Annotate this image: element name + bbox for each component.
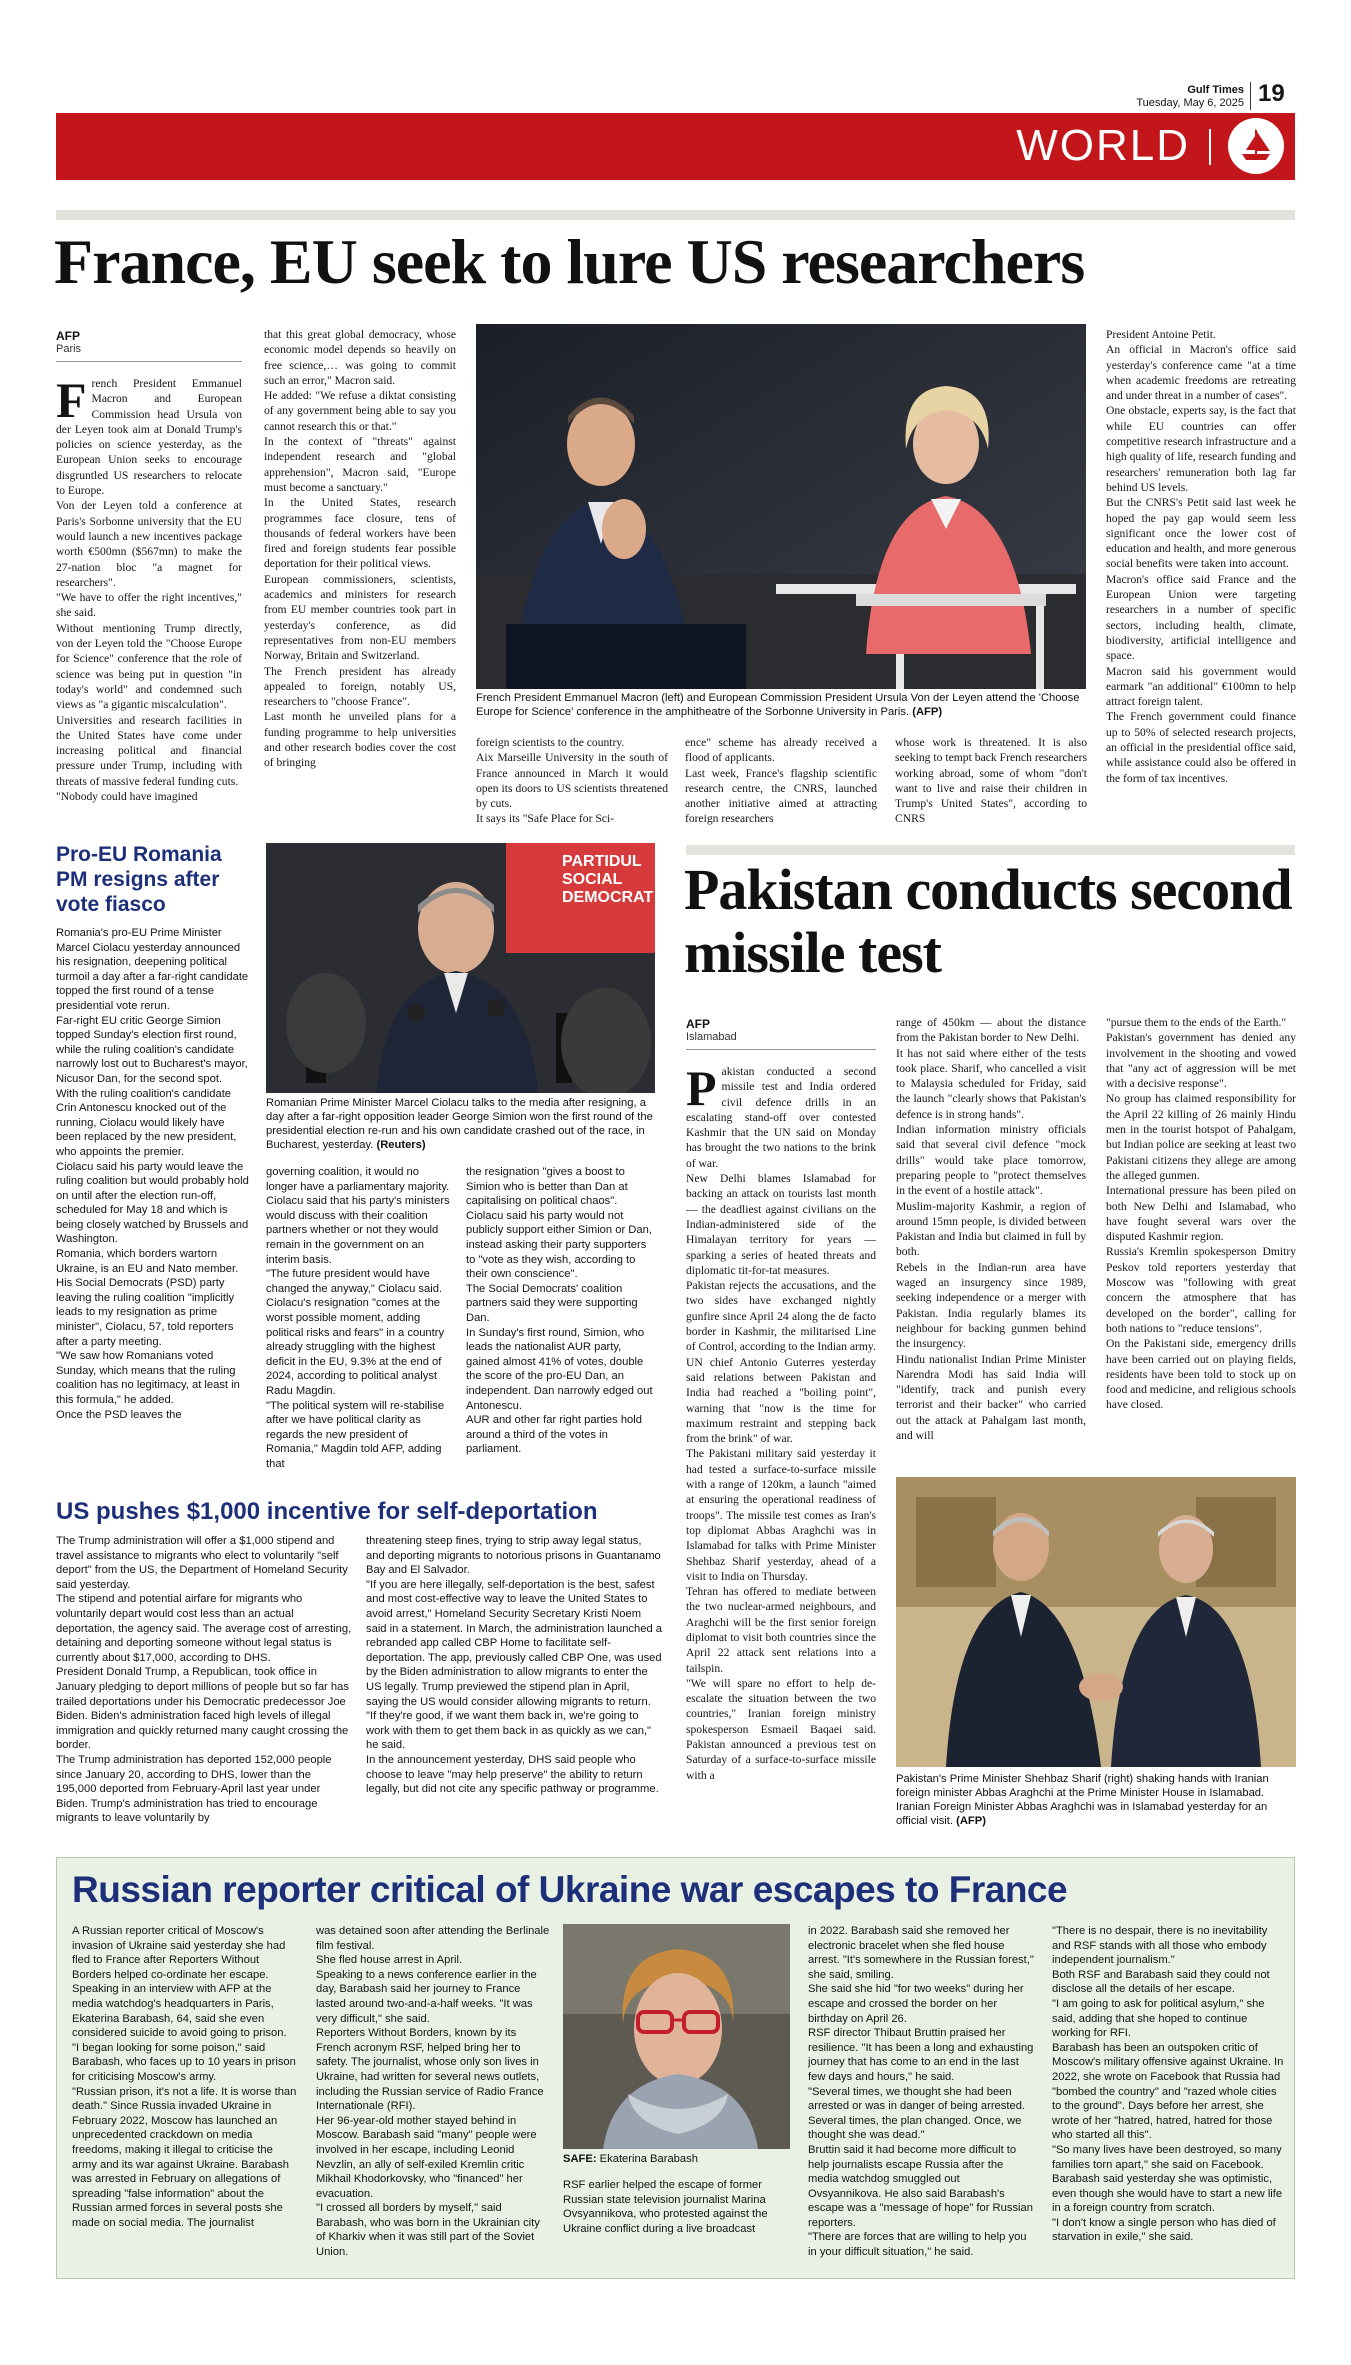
masthead-date: Tuesday, May 6, 2025	[1136, 97, 1244, 109]
pakistan-caption-text: Pakistan's Prime Minister Shehbaz Sharif (right) shaking hands with Iranian foreign minister Abbas Araghchi at the Prime Minister House in Islamabad. Iranian Foreign Minister Abbas Araghchi was in Islamabad yesterday for an official visit.	[896, 1773, 1269, 1827]
russia-col4-p2: She said she hid "for two weeks" during her escape and crossed the border on her birthday on April 26.	[808, 1983, 1024, 2025]
russia-col4-p4: "Several times, we thought she had been arrested or was in danger of being arrested. Several times, the plan changed. Once, we thought she was dead."	[808, 2085, 1026, 2142]
pakistan-caption-credit: (AFP)	[956, 1815, 986, 1827]
russia-col5-p5: "So many lives have been destroyed, so many families torn apart," she said on Facebook. Barabash said yesterday she was optimistic, even though she would have to start a new life in a foreign country from scratch.	[1052, 2143, 1283, 2215]
us-headline: US pushes $1,000 incentive for self-deportation	[56, 1498, 598, 1525]
romania-col1-p5: Romania, which borders wartorn Ukraine, is an EU and Nato member. His Social Democrats (PSD) party leaving the ruling coalition "implicitly leads to my resignation as prime minister", Ciolacu, 57, told reporters after a party meeting.	[56, 1248, 239, 1348]
russia-col5-p1: "There is no despair, there is no inevitability and RSF stands with all those who embody independent journalism."	[1052, 1925, 1268, 1967]
france-col3-p2: Aix Marseille University in the south of France announced in March it would open its doors to US scientists threatened by cuts.	[476, 751, 668, 811]
russia-col-5	[1052, 1924, 1284, 2272]
france-col3-p1: foreign scientists to the country.	[476, 736, 625, 749]
pakistan-headline: Pakistan conducts second missile test	[684, 857, 1292, 985]
france-col1-p3: "We have to offer the right incentives," she said.	[56, 591, 242, 620]
masthead-paper-name: Gulf Times	[1187, 84, 1244, 96]
russia-col5-p4: Barabash has been an outspoken critic of Moscow's military offensive against Ukraine. In 2022, she wrote on Facebook that Russia had "bombed the country" and "razed whole cities to the ground". Days before her arrest, she wrote of her "hatred, hatred, hatred for those who started all this".	[1052, 2041, 1284, 2142]
russia-col2-p2: She fled house arrest in April.	[316, 1954, 463, 1967]
france-photo-caption	[476, 691, 1086, 719]
romania-col3-p1: the resignation "gives a boost to Simion who is better than Dan at capitalising on political chaos".	[466, 1166, 628, 1208]
france-byline	[56, 329, 242, 368]
russia-col2-p3: Speaking to a news conference earlier in the day, Barabash said her journey to France lasted around two-and-a-half weeks. "It was very difficult," she said.	[316, 1968, 537, 2025]
russia-col2-p6: "I crossed all borders by myself," said Barabash, who was born in the Ukrainian city of Kharkiv when it was still part of the Soviet Union.	[316, 2202, 540, 2259]
russia-col1-p3: "I began looking for some poison," said Barabash, who faces up to 10 years in prison for criticising Moscow's army.	[72, 2041, 296, 2083]
pakistan-col2-p1: range of 450km — about the distance from the Pakistan border to New Delhi.	[896, 1016, 1086, 1045]
pakistan-col2-p2: It has not said where either of the tests took place. Sharif, who cancelled a visit to Malaysia scheduled for Friday, said the launch "clearly shows that Pakistan's defence is in strong hands".	[896, 1046, 1086, 1121]
russia-col1-p1: A Russian reporter critical of Moscow's invasion of Ukraine said yesterday she had fled to France after Reporters Without Borders helped co-ordinate her escape.	[72, 1925, 286, 1981]
france-col4-p1: ence" scheme has already received a flood of applicants.	[685, 736, 877, 765]
romania-col1-p4: Ciolacu said his party would leave the ruling coalition but would probably hold on until after the election run-off, scheduled for May 18 and which is being closely watched by Brussels and Washington.	[56, 1160, 249, 1246]
france-caption-text: French President Emmanuel Macron (left) and European Commission President Ursula Von der Leyen attend the 'Choose Europe for Science' conference in the amphitheatre of the Sorbonne University in Paris.	[476, 692, 1080, 718]
romania-col-2	[266, 1165, 452, 1512]
france-col2-p6: The French president has already appealed to foreign, notably US, researchers to "choose France".	[264, 664, 456, 709]
france-col5-p1: whose work is threatened. It is also seeking to tempt back French researchers working abroad, some of whom "don't want to live and raise their children in Trump's United States", according to CNRS	[895, 736, 1087, 826]
russia-col3-p1: RSF earlier helped the escape of former Russian state television journalist Marina Ovsyannikova, who protested against the Ukraine conflict during a live broadcast	[563, 2179, 768, 2235]
pakistan-col1-p6: Tehran has offered to mediate between the two nuclear-armed neighbours, and Araghchi will be the first senior foreign diplomat to visit both countries since the April 22 attack sent relations into a tailspin.	[686, 1585, 876, 1675]
romania-col1-p3: With the ruling coalition's candidate Crin Antonescu knocked out of the running, Ciolacu would likely have been replaced by the new president, who appoints the premier.	[56, 1087, 237, 1158]
romania-sign-text: PARTIDUL SOCIAL DEMOCRAT	[562, 853, 654, 906]
france-col2-p4: In the United States, research programmes face closure, tens of thousands of federal workers have been fired and foreign students fear possible deportation for their political views.	[264, 496, 456, 571]
pakistan-agency: AFP	[686, 1017, 710, 1031]
section-title: WORLD	[1016, 121, 1190, 170]
romania-col3-p2: Ciolacu said his party would not publicly support either Simion or Dan, instead asking their party supporters to "vote as they wish, according to their own conscience".	[466, 1209, 652, 1281]
pakistan-col3-p4: International pressure has been piled on both New Delhi and Islamabad, who have fought several wars over the disputed Kashmir region.	[1106, 1184, 1296, 1244]
romania-col-1	[56, 926, 252, 1512]
us-col2-p2: "If you are here illegally, self-deportation is the best, safest and most cost-effective way to leave the United States to avoid arrest," Homeland Security Secretary Kristi Noem said in a statement. In March, the administration launched a rebranded app called CBP Home to facilitate self-deportation. The app, previously called CBP One, was used by the Biden administration to allow migrants to enter the US legally. Trump previewed the stipend plan in April, saying the US would consider allowing migrants to return.	[366, 1578, 662, 1708]
romania-col1-p2: Far-right EU critic George Simion topped Sunday's election first round, while the ruling coalition's candidate narrowly lost out to Bucharest's mayor, Nicusor Dan, for the second spot.	[56, 1014, 248, 1085]
romania-col3-p5: AUR and other far right parties hold around a third of the votes in parliament.	[466, 1414, 642, 1456]
russia-col2-p5: Her 96-year-old mother stayed behind in Moscow. Barabash said "many" people were involved in her escape, including Leonid Nevzlin, an ally of self-exiled Kremlin critic Mikhail Khodorkovsky, who "financed" her evacuation.	[316, 2114, 537, 2200]
dhow-logo-icon	[1228, 118, 1284, 174]
russia-col-3	[563, 2178, 791, 2272]
us-col1-p1: The Trump administration will offer a $1,000 stipend and travel assistance to migrants who elect to voluntarily "self deport" from the US, the Department of Homeland Security said yesterday.	[56, 1535, 348, 1591]
romania-col-3	[466, 1165, 656, 1512]
pakistan-photo	[896, 1477, 1296, 1767]
romania-col2-p1: governing coalition, it would no longer have a parliamentary majority. Ciolacu said that his party's ministers would discuss with their coalition partners whether or not they would remain in the government on an interim basis.	[266, 1166, 450, 1266]
section-title-divider	[1209, 129, 1211, 165]
us-col1-p3: President Donald Trump, a Republican, took office in January pledging to deport millions of people but so far has trailed deportations under his Democratic predecessor Joe Biden. Biden's administration faced high levels of illegal immigration and quickly returned many caught crossing the border.	[56, 1666, 349, 1752]
pakistan-col2-p3: Indian information ministry officials said that several civil defence "mock drills" would take place tomorrow, preparing people to "protect themselves in the event of a hostile attack".	[896, 1123, 1086, 1198]
pakistan-col-1	[686, 1064, 876, 1876]
france-col-3	[476, 735, 668, 838]
pakistan-byline	[686, 1017, 876, 1056]
france-col-1	[56, 376, 242, 838]
pakistan-col1-p1: Pakistan conducted a second missile test and India ordered civil defence drills in an escalating stand-off over contested Kashmir that the UN said on Monday has brought the two nations to the brink of war.	[686, 1064, 876, 1170]
pakistan-col3-p1: "pursue them to the ends of the Earth."	[1106, 1016, 1287, 1029]
france-col6-p3: One obstacle, experts say, is the fact that while EU countries can offer competitive research infrastructure and a high quality of life, research funding and researchers' remuneration both lag far behind US levels.	[1106, 404, 1296, 494]
france-col6-p5: Macron's office said France and the European Union were targeting researchers in a number of specific sectors, including health, climate, biodiversity, artificial intelligence and space.	[1106, 572, 1296, 663]
romania-col1-p1: Romania's pro-EU Prime Minister Marcel Ciolacu yesterday announced his resignation, deepening political turmoil a day after a far-right candidate topped the first round of a tense presidential vote rerun.	[56, 927, 249, 1012]
russia-col-2	[316, 1924, 550, 2272]
pakistan-col3-p5: Russia's Kremlin spokesperson Dmitry Peskov told reporters yesterday that Moscow was "following with great concern the atmosphere that has developed on the border", calling for both nations to "reduce tensions".	[1106, 1245, 1296, 1335]
russia-caption-label: SAFE:	[563, 2153, 597, 2165]
masthead-divider	[1250, 82, 1251, 110]
france-col2-p1: that this great global democracy, whose economic model depends so heavily on free science,… was going to commit such an error," Macron said.	[264, 328, 456, 387]
russia-col4-p6: "There are forces that are willing to help you in your difficult situation," he said.	[808, 2231, 1027, 2259]
romania-col1-p6: "We saw how Romanians voted Sunday, which means that the ruling coalition has no legitimacy, at least in this formula," he added.	[56, 1350, 240, 1406]
us-col2-p3: "If they're good, if we want them back in, we're going to work with them to get them back in as quickly as we can," he said.	[366, 1710, 652, 1752]
pakistan-col2-p4: Muslim-majority Kashmir, a region of around 15mn people, is divided between Pakistan and India but claimed in full by both.	[896, 1199, 1086, 1259]
russia-col4-p3: RSF director Thibaut Bruttin praised her resilience. "It has been a long and exhausting journey that has come to an end in the last few days and hours," he said.	[808, 2027, 1034, 2083]
pakistan-col1-p7: "We will spare no effort to help de-escalate the situation between the two countries," Iranian foreign ministry spokesperson Esmaeil Baqaei said. Pakistan announced a previous test on Saturday of a surface-to-surface missile with a	[686, 1676, 876, 1782]
pakistan-col1-p2: New Delhi blames Islamabad for backing an attack on tourists last month — the deadliest against civilians on the Indian-administered side of the Himalayan territory for years — sparking a series of heated threats and diplomatic tit-for-tat measures.	[686, 1172, 876, 1277]
france-col1-p2: Von der Leyen told a conference at Paris's Sorbonne university that the EU would launch a new incentives package worth €500mn ($567mn) to make the 27-nation bloc "a magnet for researchers".	[56, 499, 242, 589]
russia-col2-p4: Reporters Without Borders, known by its French acronym RSF, helped bring her to safety. The journalist, whose only son lives in Ukraine, had written for several news outlets, including the Russian service of Radio France Internationale (RFI).	[316, 2027, 544, 2113]
romania-col2-p3: "The political system will re-stabilise after we have political clarity as regards the new president of Romania," Magdin told AFP, adding that	[266, 1399, 445, 1470]
france-col2-p5: European commissioners, scientists, academics and ministers for research from EU member countries took part in yesterday's conference, as did representatives from non-EU members Norway, Britain and Switzerland.	[264, 572, 456, 663]
pakistan-col2-p5: Rebels in the Indian-run area have waged an insurgency since 1989, seeking independence or a merger with Pakistan. India regularly blames its neighbour for backing gunmen behind the insurgency.	[896, 1260, 1086, 1351]
russia-col2-p1: was detained soon after attending the Berlinale film festival.	[316, 1925, 550, 1952]
us-col1-p2: The stipend and potential airfare for migrants who voluntarily depart would cost less than an actual deportation, the agency said. The average cost of arresting, detaining and deporting someone without legal status is currently about $17,000, according to DHS.	[56, 1593, 352, 1664]
france-caption-credit: (AFP)	[912, 706, 943, 718]
us-col2-p4: In the announcement yesterday, DHS said people who choose to leave "may help preserve" the ability to return legally, but did not cite any specific pathway or programme.	[366, 1753, 659, 1796]
russia-col1-p2: Speaking in an interview with AFP at the media watchdog's headquarters in Paris, Ekaterina Barabash, 64, said she even considered suicide to avoid going to prison.	[72, 1983, 287, 2040]
france-col-6	[1106, 327, 1296, 838]
romania-caption-text: Romanian Prime Minister Marcel Ciolacu talks to the media after resigning, a day after a far-right opposition leader George Simion won the first round of the presidential election re-run and his own candidate crashed out of the race, in Bucharest, yesterday.	[266, 1097, 653, 1151]
france-photo	[476, 324, 1086, 689]
russia-col5-p3: "I am going to ask for political asylum," she said, adding that she hoped to continue working for RFI.	[1052, 1997, 1265, 2040]
pakistan-col3-p6: On the Pakistani side, emergency drills have been carried out on playing fields, residents have been told to stock up on food and medicine, and religious schools have closed.	[1106, 1337, 1296, 1412]
pakistan-col1-p5: The Pakistani military said yesterday it had tested a surface-to-surface missile with a range of 120km, a launch "aimed at ensuring the operational readiness of troops". The missile test comes as Iran's top diplomat Abbas Araghchi was in Islamabad for talks with Prime Minister Shehbaz Sharif yesterday, ahead of a visit to India on Thursday.	[686, 1447, 876, 1583]
russia-headline: Russian reporter critical of Ukraine war escapes to France	[72, 1869, 1068, 1910]
romania-col3-p3: The Social Democrats' coalition partners said they were supporting Dan.	[466, 1282, 638, 1324]
russia-photo-caption	[563, 2152, 790, 2166]
france-col1-p4: Without mentioning Trump directly, von der Leyen told the "Choose Europe for Science" conference that the role of science was being put in question "in today's world" and condemned such views as "a gigantic miscalculation".	[56, 621, 242, 712]
pakistan-photo-caption	[896, 1772, 1296, 1828]
france-col2-p3: In the context of "threats" against independent research and "global apprehension", Macron said, "Europe must become a sanctuary."	[264, 435, 456, 494]
france-col-5	[895, 735, 1087, 838]
france-col6-p1: President Antoine Petit.	[1106, 328, 1216, 341]
rule-top	[56, 210, 1295, 220]
france-dateline: Paris	[56, 343, 242, 362]
france-col6-p2: An official in Macron's office said yesterday's conference came "at a time when academic freedoms are retreating and under threat in a number of cases".	[1106, 343, 1296, 403]
france-col2-p7: Last month he unveiled plans for a funding programme to help universities and other research bodies cover the cost of bringing	[264, 710, 456, 770]
pakistan-col3-p3: No group has claimed responsibility for the April 22 killing of 26 mainly Hindu men in the tourist hotspot of Pahalgam, but Indian police are seeking at least two Pakistani citizens they allege are among the alleged gunmen.	[1106, 1092, 1296, 1182]
russia-col5-p6: "I don't know a single person who has died of starvation in exile," she said.	[1052, 2216, 1276, 2244]
pakistan-col2-p6: Hindu nationalist Indian Prime Minister Narendra Modi has said India will "identify, track and punish every terrorist and their backer" who carried out the attack at Pahalgam last month, and will	[896, 1352, 1086, 1443]
france-col2-p2: He added: "We refuse a diktat consisting of any government being able to say you cannot research this or that."	[264, 389, 456, 433]
romania-headline: Pro-EU Romania PM resigns after vote fiasco	[56, 843, 222, 916]
france-agency: AFP	[56, 329, 80, 343]
romania-col2-p2: "The future president would have changed the anyway," Ciolacu said. Ciolacu's resignation "comes at the worst possible moment, adding political risks and fears" in a country already struggling with the highest deficit in the EU, 9.3% at the end of 2024, according to political analyst Radu Magdin.	[266, 1268, 445, 1397]
france-col6-p6: Macron said his government would earmark "an additional" €100mn to help attract foreign talent.	[1106, 664, 1296, 709]
rule-mid	[686, 845, 1295, 855]
russia-col-4	[808, 1924, 1036, 2272]
russia-col-1	[72, 1924, 300, 2272]
france-col1-p6: "Nobody could have imagined	[56, 790, 198, 804]
romania-caption-credit: (Reuters)	[376, 1139, 426, 1151]
romania-col1-p7: Once the PSD leaves the	[56, 1408, 182, 1421]
france-col6-p4: But the CNRS's Petit said last week he hoped the pay gap would seem less significant once the lower cost of education and health, and more generous social benefits were taken into account.	[1106, 496, 1296, 571]
france-col4-p2: Last week, France's flagship scientific research centre, the CNRS, launched another initiative aimed at attracting foreign researchers	[685, 766, 877, 826]
romania-col3-p4: In Sunday's first round, Simion, who leads the nationalist AUR party, gained almost 41% of votes, double the score of the pro-EU Dan, an independent. Dan narrowly edged out Antonescu.	[466, 1326, 653, 1412]
romania-photo	[266, 843, 655, 1093]
pakistan-dateline: Islamabad	[686, 1031, 876, 1050]
pakistan-col-3	[1106, 1015, 1296, 1475]
france-col3-p3: It says its "Safe Place for Sci-	[476, 812, 615, 826]
russia-col5-p2: Both RSF and Barabash said they could not disclose all the details of her escape.	[1052, 1968, 1270, 1996]
us-col-2	[366, 1534, 662, 1872]
us-col1-p4: The Trump administration has deported 152,000 people since January 20, according to DHS, lower than the 195,000 deported from February-April last year under Biden. Trump's administration has tried to encourage migrants to leave voluntarily by	[56, 1753, 332, 1825]
france-col1-p1: French President Emmanuel Macron and European Commission head Ursula von der Leyen took aim at Donald Trump's policies on science yesterday, as the European Union seeks to encourage disgruntled US researchers to relocate to Europe.	[56, 376, 242, 498]
us-col2-p1: threatening steep fines, trying to strip away legal status, and deporting migrants to notorious prisons in Guantanamo Bay and El Salvador.	[366, 1535, 661, 1577]
us-col-1	[56, 1534, 352, 1872]
pakistan-col-2	[896, 1015, 1086, 1475]
france-headline: France, EU seek to lure US researchers	[54, 226, 1085, 297]
russia-col4-p5: Bruttin said it had become more difficult to help journalists escape Russia after the media watchdog smuggled out Ovsyannikova. He also said Barabash's escape was a "message of hope" for Russian reporters.	[808, 2143, 1033, 2229]
pakistan-col3-p2: Pakistan's government has denied any involvement in the shooting and vowed that "any act of aggression will be met with a decisive response".	[1106, 1031, 1296, 1091]
russia-col4-p1: in 2022. Barabash said she removed her electronic bracelet when she fled house arrest. "It's somewhere in the Russian forest," she said, smiling.	[808, 1925, 1034, 1981]
romania-photo-caption	[266, 1096, 655, 1152]
france-col6-p7: The French government could finance up to 50% of selected research projects, an official in the presidential office said, while assistance could also be offered in the form of tax incentives.	[1106, 710, 1296, 785]
russia-col1-p4: "Russian prison, it's not a life. It is worse than death." Since Russia invaded Ukraine in February 2022, Moscow has launched an unprecedented crackdown on media freedoms, making it illegal to criticise the army and its war against Ukraine. Barabash was arrested in February on allegations of spreading "false information" about the Russian armed forces in several posts she made on social media. The journalist	[72, 2085, 297, 2229]
france-col1-p5: Universities and research facilities in the United States have come under increasing political and financial pressure under Trump, including with threats of massive federal funding cuts.	[56, 713, 242, 788]
russia-caption-name: Ekaterina Barabash	[599, 2153, 698, 2165]
pakistan-col1-p3: Pakistan rejects the accusations, and the two sides have exchanged nightly gunfire since April 24 along the de facto border in Kashmir, the militarised Line of Control, according to the Indian army.	[686, 1279, 876, 1354]
page-number: 19	[1258, 80, 1285, 107]
france-col-2	[264, 327, 456, 838]
pakistan-col1-p4: UN chief Antonio Guterres yesterday said relations between Pakistan and India had reached a "boiling point", warning that "now is the time for maximum restraint and stepping back from the brink" of war.	[686, 1355, 876, 1446]
france-col-4	[685, 735, 877, 838]
russia-photo	[563, 1924, 790, 2149]
